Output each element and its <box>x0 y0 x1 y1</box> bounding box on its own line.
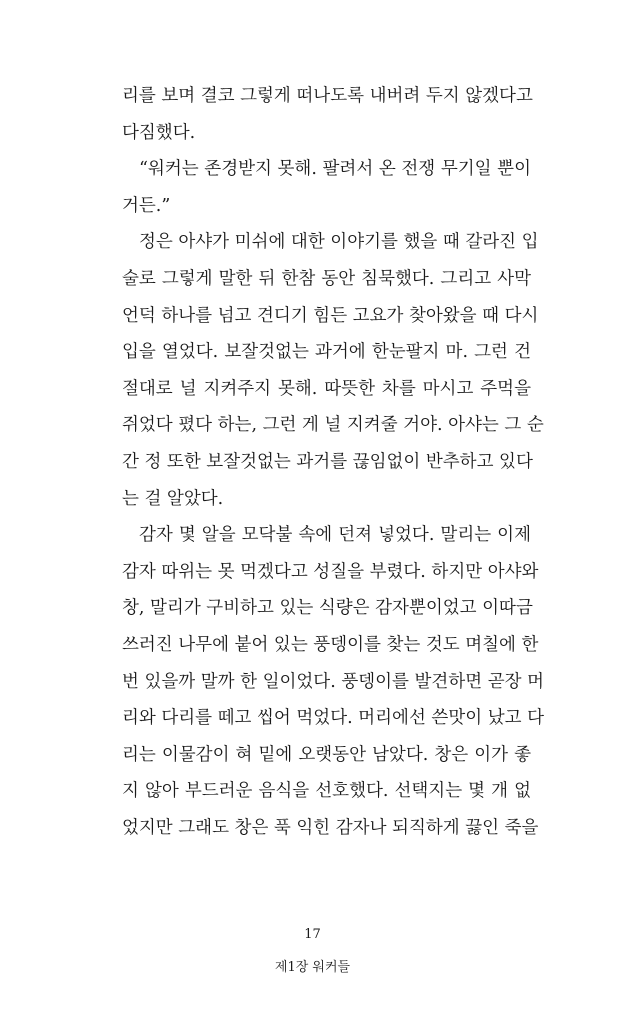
text-line: 절대로 널 지켜주지 못해. 따뜻한 차를 마시고 주먹을 <box>122 378 531 399</box>
text-line: 술로 그렇게 말한 뒤 한참 동안 침묵했다. 그리고 사막 <box>122 268 531 289</box>
text-line: 지 않아 부드러운 음식을 선호했다. 선택지는 몇 개 없 <box>122 781 531 802</box>
text-line: 리는 이물감이 혀 밑에 오랫동안 남았다. 창은 이가 좋 <box>122 744 531 765</box>
text-line: 었지만 그래도 창은 푹 익힌 감자나 되직하게 끓인 죽을 <box>122 817 539 838</box>
text-line: 는 걸 알았다. <box>122 488 224 509</box>
text-line: 다짐했다. <box>122 122 196 143</box>
text-line: 쓰러진 나무에 붙어 있는 풍뎅이를 찾는 것도 며칠에 한 <box>122 634 539 655</box>
text-line: 간 정 또한 보잘것없는 과거를 끊임없이 반추하고 있다 <box>122 451 533 472</box>
text-line: 언덕 하나를 넘고 견디기 힘든 고요가 찾아왔을 때 다시 <box>122 305 539 326</box>
text-line: 리를 보며 결코 그렇게 떠나도록 내버려 두지 않겠다고 <box>122 86 533 106</box>
text-line: 창, 말리가 구비하고 있는 식량은 감자뿐이었고 이따금 <box>122 598 533 619</box>
text-line: 입을 열었다. 보잘것없는 과거에 한눈팔지 마. 그런 건 <box>122 342 531 363</box>
text-line: 쥐었다 폈다 하는, 그런 게 널 지켜줄 거야. 아샤는 그 순 <box>122 415 544 436</box>
text-line: 감자 몇 알을 모닥불 속에 던져 넣었다. 말리는 이제 <box>139 525 531 546</box>
text-line: 번 있을까 말까 한 일이었다. 풍뎅이를 발견하면 곧장 머 <box>122 671 544 692</box>
page-number: 17 <box>304 927 321 942</box>
text-line: 감자 따위는 못 먹겠다고 성질을 부렸다. 하지만 아샤와 <box>122 561 539 582</box>
text-line: 정은 아샤가 미쉬에 대한 이야기를 했을 때 갈라진 입 <box>139 232 539 253</box>
chapter-title: 제1장 워커들 <box>274 960 351 975</box>
body-text <box>122 78 544 846</box>
text-line: 리와 다리를 떼고 씹어 먹었다. 머리에선 쓴맛이 났고 다 <box>122 708 544 729</box>
text-line: 거든.” <box>122 195 171 216</box>
text-line: “워커는 존경받지 못해. 팔려서 온 전쟁 무기일 뿐이 <box>139 159 531 180</box>
